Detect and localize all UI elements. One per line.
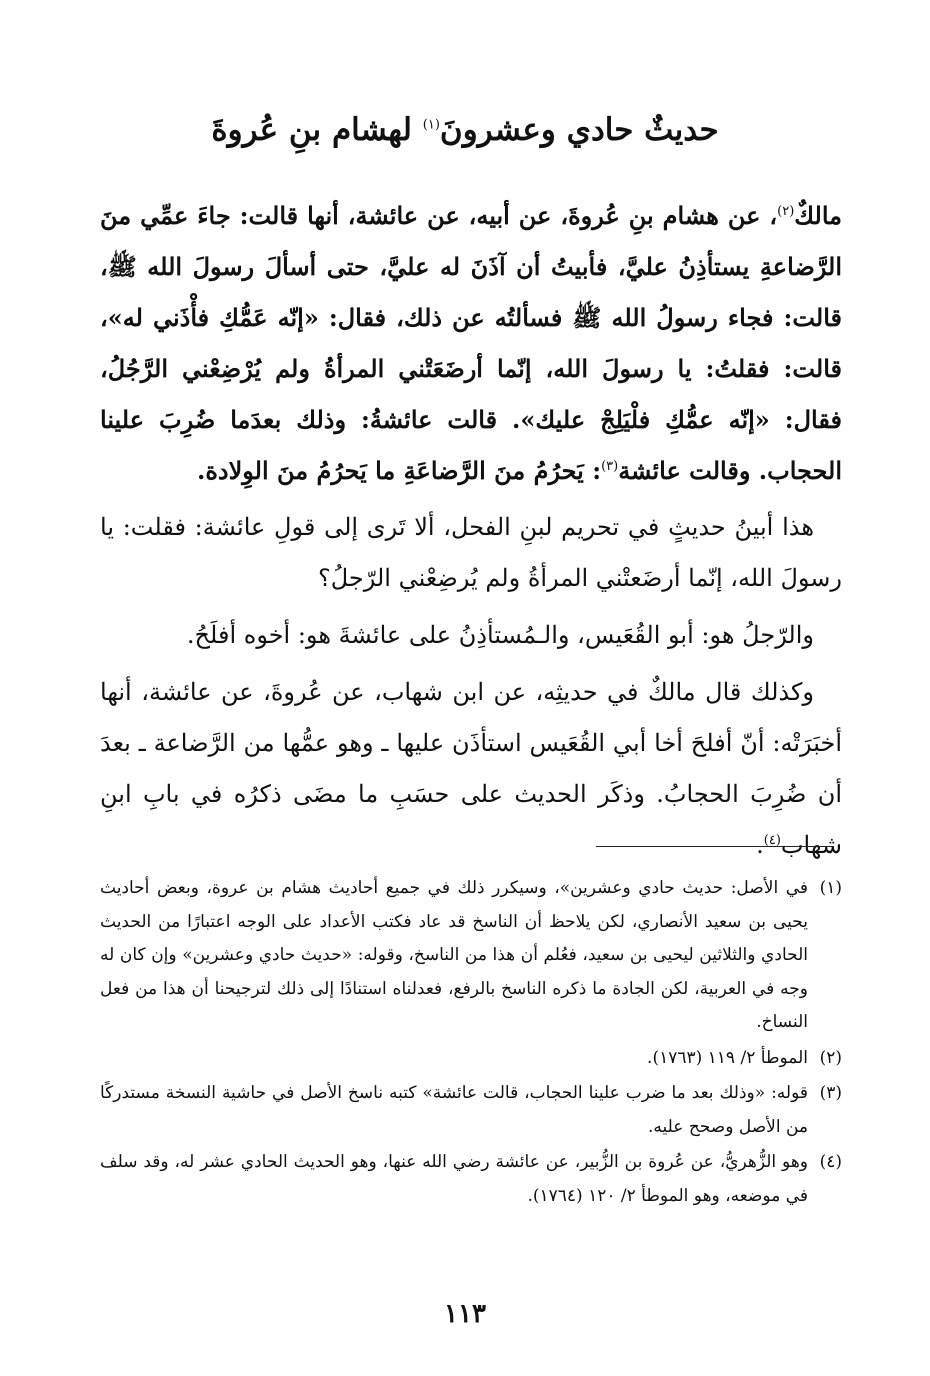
commentary-paragraph-2: والرّجلُ هو: أبو القُعَيس، والـمُستأذِنُ على عائشةَ هو: أخوه أفلَحُ.	[186, 621, 814, 649]
footnote-number: (٣)	[819, 1083, 842, 1103]
hadith-text-end: : يَحرُمُ منَ الرَّضاعَةِ ما يَحرُمُ منَ الوِلادة.	[196, 456, 602, 485]
footnote-ref-2: (٢)	[777, 204, 795, 219]
footnote-2	[100, 1042, 842, 1076]
title-text-after: لهشام بنِ عُروةَ	[211, 112, 423, 148]
footnote-ref-4: (٤)	[763, 833, 781, 848]
footnote-text: الموطأ ٢/ ١١٩ (١٧٦٣).	[647, 1047, 808, 1068]
footnote-separator	[596, 846, 834, 847]
footnote-4	[100, 1146, 842, 1213]
narrator-name: مالكٌ	[794, 201, 842, 230]
footnote-text: قوله: «وذلك بعد ما ضرب علينا الحجاب، قالت عائشة» كتبه ناسخ الأصل في حاشية النسخة مستدركًا من الأصل وصحح عليه.	[100, 1083, 808, 1137]
footnote-3	[100, 1077, 842, 1144]
footnotes	[100, 872, 842, 1215]
title-text: حديثٌ حادي وعشرونَ	[439, 112, 719, 148]
page-number: ١١٣	[444, 1299, 486, 1329]
commentary-paragraph-3	[100, 667, 842, 871]
hadith-paragraph	[100, 190, 842, 496]
title-footnote-ref: (١)	[422, 117, 440, 133]
footnote-number: (٤)	[819, 1152, 842, 1172]
footnote-number: (٢)	[819, 1047, 842, 1068]
commentary-text: وكذلك قال مالكٌ في حديثِه، عن ابن شهاب، عن عُروةَ، عن عائشة، أنها أخبَرَتْه: أنّ أفلحَ أخا أبي القُعَيس استأذَن عليها ـ وهو عمُّها من الرَّضاعة ـ بعدَ أن ضُرِبَ الحجابُ. وذكَر الحديث على حسَبِ ما مضَى ذكرُه في بابِ ابنِ شهاب	[100, 678, 843, 859]
hadith-text: ، عن هشام بنِ عُروةَ، عن أبيه، عن عائشة، أنها قالت: جاءَ عمِّي منَ الرَّضاعةِ يستأذِنُ عليَّ، فأبيتُ أن آذَنَ له عليَّ، حتى أسألَ رسولَ الله ﷺ، قالت: فجاء رسولُ الله ﷺ فسألتُه عن ذلك، فقال: «إنّه عَمُّكِ فأْذَني له»، قالت: فقلتُ: يا رسولَ الله، إنّما أرضَعَتْني المرأةُ ولم يُرْضِعْني الرَّجُلُ، فقال: «إنّه عمُّكِ فلْيَلِجْ عليك». قالت عائشةُ: وذلك بعدَما ضُرِبَ علينا الحجاب. وقالت عائشة	[100, 201, 842, 485]
commentary-end: .	[756, 831, 764, 859]
footnote-text: وهو الزُّهريُّ، عن عُروة بن الزُّبير، عن عائشة رضي الله عنها، وهو الحديث الحادي عشر له، وقد سلف في موضعه، وهو الموطأ ٢/ ١٢٠ (١٧٦٤).	[100, 1152, 808, 1206]
commentary-paragraph-1: هذا أبينُ حديثٍ في تحريم لبنِ الفحل، ألا تَرى إلى قولِ عائشة: فقلت: يا رسولَ الله، إنّما أرضَعتْني المرأةُ ولم يُرضِعْني الرّجلُ؟	[100, 513, 842, 592]
hadith-title	[0, 100, 930, 160]
footnote-ref-3: (٣)	[601, 459, 619, 474]
footnote-1	[100, 872, 842, 1040]
footnote-text: في الأصل: حديث حادي وعشرين»، وسيكرر ذلك في جميع أحاديث هشام بن عروة، وبعض أحاديث يحيى بن سعيد الأنصاري، لكن يلاحظ أن الناسخ قد عاد فكتب الأعداد على الوجه اعتبارًا من الحديث الحادي والثلاثين ليحيى بن سعيد، فعُلم أن هذا من الناسخ، وقوله: «حديث حادي وعشرين» وإن كان له وجه في العربية، لكن الجادة ما ذكره الناسخ بالرفع، فعدلناه استنادًا إلى ذلك لترجيحنا أن هذا من فعل النساخ.	[100, 878, 808, 1032]
footnote-number: (١)	[819, 878, 842, 898]
main-text	[100, 190, 842, 877]
